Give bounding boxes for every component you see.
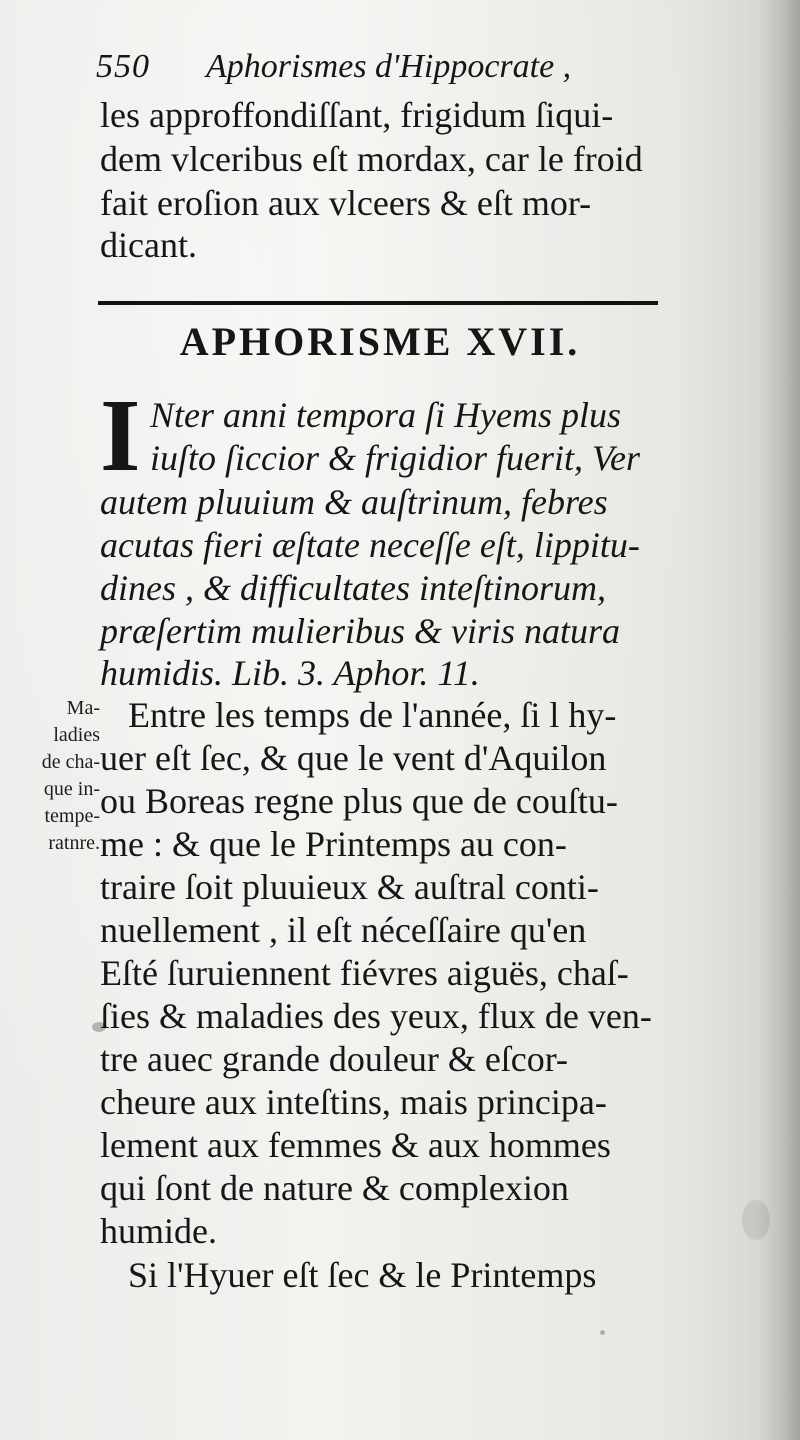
- bleed-through-mark: [742, 1200, 770, 1240]
- french-line: me : & que le Printemps au con-: [100, 824, 567, 864]
- latin-line: autem pluuium & auſtrinum, febres: [100, 482, 608, 522]
- drop-cap: I: [100, 378, 141, 493]
- latin-line: Nter anni tempora ſi Hyems plus: [150, 395, 621, 435]
- margin-note-line: de cha-: [41, 751, 100, 773]
- section-rule: [98, 301, 658, 305]
- margin-note-line: ladies: [53, 724, 100, 746]
- running-title: Aphorismes d'Hippocrate ,: [206, 48, 572, 85]
- french-line: tre auec grande douleur & eſcor-: [100, 1039, 569, 1079]
- margin-note-line: ratnre.: [48, 832, 100, 854]
- intro-line-text: dicant.: [100, 225, 197, 265]
- french-line: humide.: [100, 1211, 217, 1251]
- latin-line: acutas fieri æſtate neceſſe eſt, lippitu-: [100, 525, 640, 565]
- aphorism-heading: APHORISME XVII.: [179, 319, 581, 364]
- intro-line: [100, 224, 675, 266]
- last-line: Si l'Hyuer eſt ſec & le Printemps: [128, 1255, 597, 1295]
- french-line: traire ſoit pluuieux & auſtral conti-: [100, 867, 599, 907]
- page-header: [96, 48, 676, 92]
- french-line: uer eſt ſec, & que le vent d'Aquilon: [100, 738, 607, 778]
- page-number: 550: [96, 48, 150, 85]
- ink-speck: [92, 1022, 106, 1032]
- margin-note-line: que in-: [43, 778, 100, 800]
- latin-line: humidis. Lib. 3. Aphor. 11.: [100, 653, 480, 693]
- latin-line: præſertim mulieribus & viris natura: [100, 611, 621, 651]
- margin-note-line: tempe-: [44, 805, 100, 827]
- intro-line-text: dem vlceribus eſt mordax, car le froid: [100, 139, 643, 179]
- latin-line: iuſto ſiccior & frigidior fuerit, Ver: [150, 438, 640, 478]
- intro-line: [100, 138, 675, 180]
- intro-line: [100, 94, 675, 136]
- margin-note: [12, 695, 100, 857]
- intro-line-text: les approffondiſſant, frigidum ſiqui-: [100, 95, 614, 135]
- french-line: Eſté ſuruiennent fiévres aiguës, chaſ-: [100, 953, 629, 993]
- french-line: Entre les temps de l'année, ſi l hy-: [128, 695, 617, 735]
- french-line: ou Boreas regne plus que de couſtu-: [100, 781, 618, 821]
- french-line: ſies & maladies des yeux, flux de ven-: [100, 996, 652, 1036]
- french-line: lement aux femmes & aux hommes: [100, 1125, 611, 1165]
- margin-note-line: Ma-: [66, 697, 100, 719]
- latin-line: dines , & difficultates inteſtinorum,: [100, 568, 606, 608]
- intro-line: [100, 182, 675, 224]
- french-line: qui ſont de nature & complexion: [100, 1168, 569, 1208]
- french-line: nuellement , il eſt néceſſaire qu'en: [100, 910, 587, 950]
- intro-line-text: fait eroſion aux vlceers & eſt mor-: [100, 183, 592, 223]
- french-line: cheure aux inteſtins, mais principa-: [100, 1082, 607, 1122]
- ink-speck: [600, 1330, 605, 1335]
